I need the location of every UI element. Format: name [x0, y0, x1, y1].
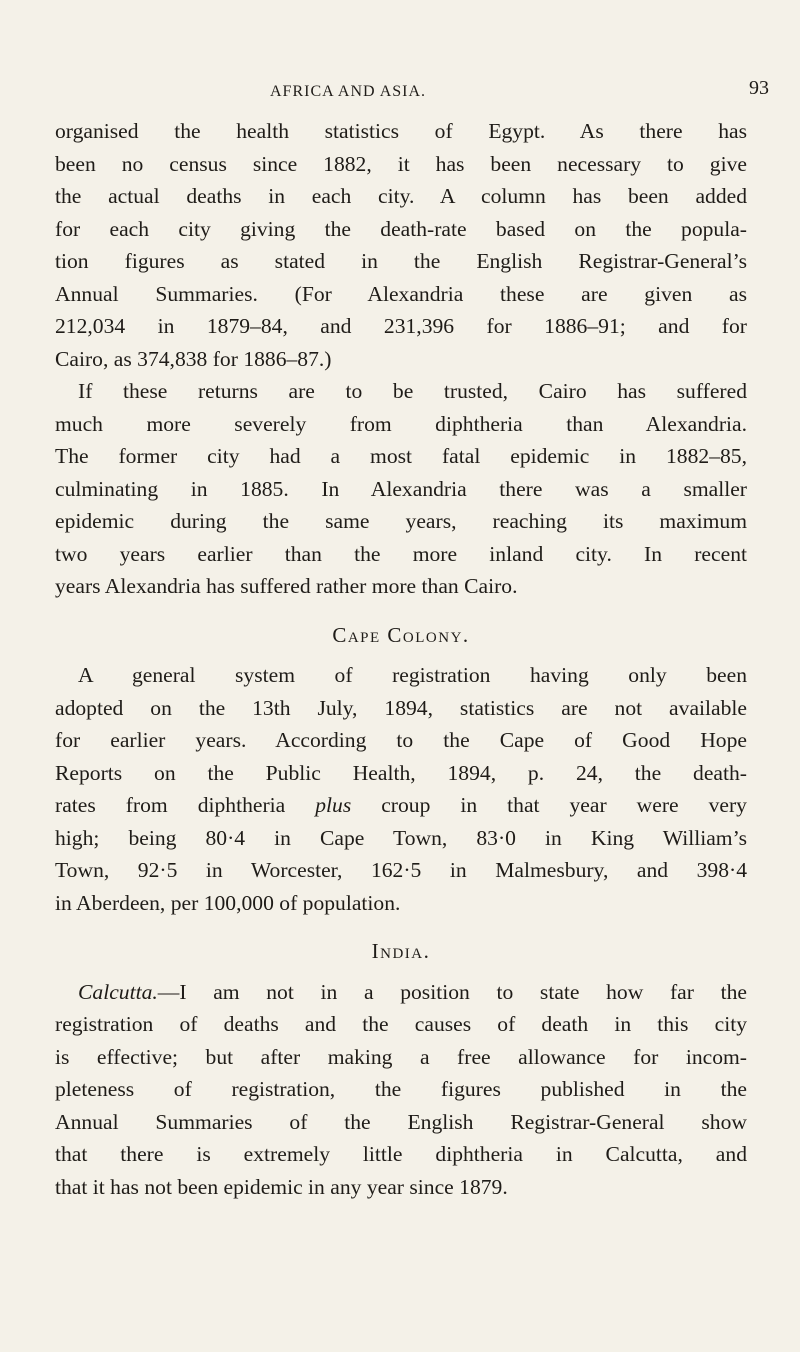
text-line: years Alexandria has suffered rather more than Cairo. — [55, 574, 518, 598]
text-fragment: croup in that year were very — [381, 793, 747, 817]
text-line: pleteness of registration, the figures published in the — [55, 1077, 747, 1101]
text-line: much more severely from diphtheria than Alexandria. — [55, 411, 747, 436]
text-line: 212,034 in 1879–84, and 231,396 for 1886–91; and for — [55, 314, 747, 338]
egypt-paragraph-2 — [55, 375, 747, 603]
text-line: in Aberdeen, per 100,000 of population. — [55, 890, 401, 915]
text-line: Cairo, as 374,838 for 1886–87.) — [55, 346, 332, 371]
italic-word: plus — [315, 793, 352, 817]
italic-subheading: Calcutta. — [78, 979, 158, 1004]
body-text — [55, 115, 747, 1203]
text-line: for each city giving the death-rate based on the popula- — [55, 216, 747, 241]
page-number: 93 — [749, 77, 769, 99]
text-line: Annual Summaries. (For Alexandria these are given as — [55, 281, 747, 306]
text-line: Reports on the Public Health, 1894, p. 24, the death- — [55, 760, 747, 785]
text-line: A general system of registration having only been — [78, 663, 747, 687]
text-line: epidemic during the same years, reaching its maximum — [55, 509, 747, 533]
text-line: Town, 92·5 in Worcester, 162·5 in Malmesbury, and 398·4 — [55, 858, 747, 882]
text-line: If these returns are to be trusted, Cairo has suffered — [78, 379, 747, 403]
text-line: is effective; but after making a free allowance for incom- — [55, 1044, 747, 1069]
section-heading-cape-colony: Cape Colony. — [332, 622, 470, 647]
text-line: registration of deaths and the causes of death in this city — [55, 1012, 747, 1036]
section-heading-india: India. — [371, 939, 431, 963]
text-fragment: —I am not in a position to state how far the — [157, 979, 747, 1004]
text-line: adopted on the 13th July, 1894, statistics are not available — [55, 695, 747, 720]
text-line: Annual Summaries of the English Registrar-General show — [55, 1109, 747, 1134]
text-line: been no census since 1882, it has been necessary to give — [55, 151, 747, 176]
text-line: high; being 80·4 in Cape Town, 83·0 in King William’s — [55, 825, 747, 850]
text-line: The former city had a most fatal epidemic in 1882–85, — [55, 444, 747, 468]
text-line: two years earlier than the more inland city. In recent — [55, 541, 747, 566]
cape-paragraph — [55, 659, 747, 919]
text-line: that it has not been epidemic in any year since 1879. — [55, 1174, 508, 1199]
text-line-mixed — [55, 789, 747, 822]
text-fragment: rates from diphtheria — [55, 793, 286, 817]
text-line: tion figures as stated in the English Registrar-General’s — [55, 249, 747, 273]
running-head: AFRICA AND ASIA. — [270, 83, 427, 100]
text-line: the actual deaths in each city. A column has been added — [55, 184, 747, 208]
text-line: organised the health statistics of Egypt. As there has — [55, 119, 747, 143]
india-paragraph — [55, 976, 747, 1204]
text-line: for earlier years. According to the Cape of Good Hope — [55, 728, 747, 752]
text-line: culminating in 1885. In Alexandria there was a smaller — [55, 476, 747, 501]
text-line: that there is extremely little diphtheria in Calcutta, and — [55, 1142, 747, 1166]
text-line-mixed — [55, 976, 747, 1009]
page-header — [0, 77, 800, 113]
egypt-paragraph — [55, 115, 747, 375]
